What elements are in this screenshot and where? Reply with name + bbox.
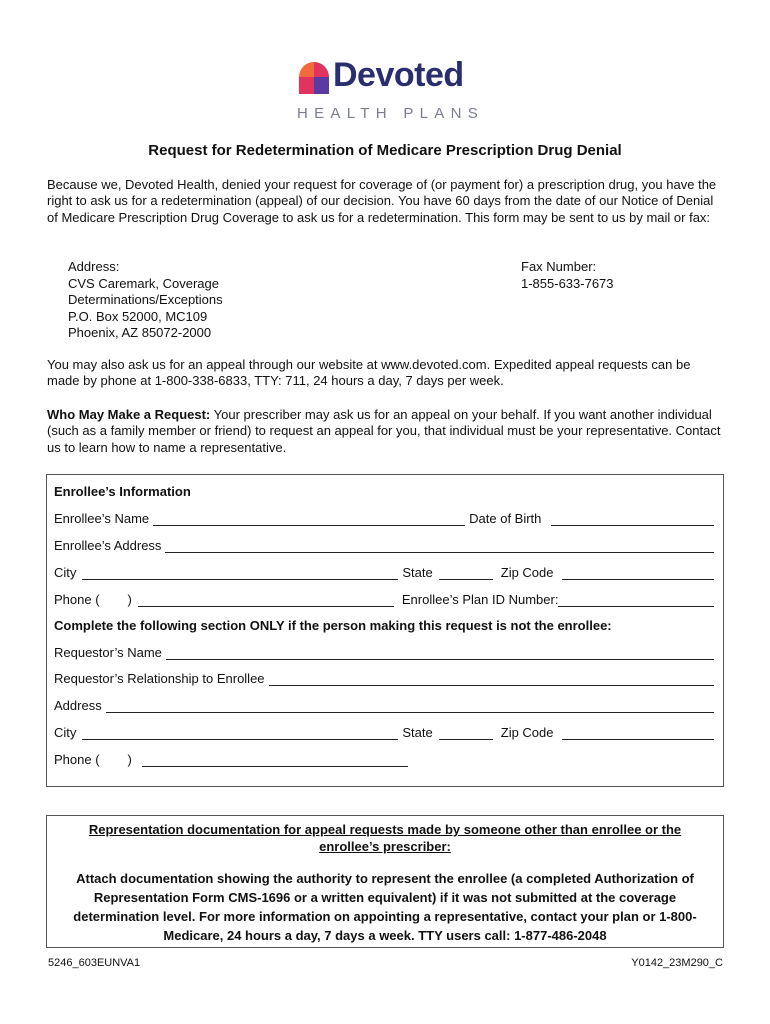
logo-wordmark: Devoted [333, 56, 464, 94]
requestor-name-field[interactable] [166, 647, 714, 660]
address-line-3: P.O. Box 52000, MC109 [68, 308, 208, 324]
plan-id-label: Enrollee’s Plan ID Number: [401, 592, 559, 607]
enrollee-city-row [54, 565, 714, 580]
appeal-paragraph: You may also ask us for an appeal through our website at www.devoted.com. Expedited appeal requests can be made by phone at 1-800-338-6833, TTY: 711, 24 hours a day, 7 days per week. [47, 357, 691, 389]
requestor-city-label: City [54, 725, 77, 740]
enrollee-name-row [54, 511, 714, 526]
requestor-phone-label: Phone ( [54, 752, 100, 767]
zip-label: Zip Code [500, 565, 554, 580]
requestor-phone-field[interactable] [142, 754, 408, 767]
city-label: City [54, 565, 77, 580]
zip-field[interactable] [562, 567, 715, 580]
devoted-logo-icon [297, 60, 331, 96]
footer-form-code: 5246_603EUNVA1 [48, 957, 141, 969]
enrollee-name-field[interactable] [153, 513, 465, 526]
plan-id-field[interactable] [558, 594, 714, 607]
requestor-city-field[interactable] [82, 727, 398, 740]
requestor-zip-field[interactable] [562, 727, 715, 740]
fax-label: Fax Number: [521, 259, 597, 274]
phone-label: Phone ( [54, 592, 100, 607]
city-field[interactable] [82, 567, 398, 580]
enrollee-address-row [54, 538, 714, 553]
address-label: Address: [68, 259, 120, 274]
page-title: Request for Redetermination of Medicare Prescription Drug Denial [148, 142, 622, 159]
requestor-phone-row [54, 752, 714, 767]
requestor-name-label: Requestor’s Name [54, 645, 162, 660]
who-may-request-paragraph [47, 407, 723, 456]
requestor-address-row [54, 698, 714, 713]
address-line-1: CVS Caremark, Coverage [68, 275, 219, 291]
state-label: State [402, 565, 433, 580]
who-text: Your prescriber may ask us for an appeal on your behalf. If you want another individual (such as a family member or friend) to request an appeal for you, that individual must be your representative. Contact us to learn how to name a representative. [47, 407, 721, 455]
requestor-address-field[interactable] [106, 700, 714, 713]
enrollee-section-title: Enrollee’s Information [54, 484, 191, 499]
requestor-name-row [54, 645, 714, 660]
address-line-2: Determinations/Exceptions [68, 292, 223, 307]
enrollee-phone-row [54, 592, 714, 607]
enrollee-address-label: Enrollee’s Address [54, 538, 162, 553]
phone-close-paren: ) [127, 592, 132, 607]
who-label: Who May Make a Request: [47, 407, 211, 422]
dob-field[interactable] [551, 513, 714, 526]
state-field[interactable] [439, 567, 493, 580]
requestor-state-label: State [402, 725, 433, 740]
address-line-4: Phoenix, AZ 85072-2000 [68, 325, 212, 340]
intro-paragraph: Because we, Devoted Health, denied your request for coverage of (or payment for) a prescription drug, you have the right to ask us for a redetermination (appeal) of our decision. You have 60 days from the date of our Notice of Denial of Medicare Prescription Drug Coverage to ask us for a redetermination. This form may be sent to us by mail or fax: [47, 177, 717, 225]
relationship-field[interactable] [269, 673, 714, 686]
requestor-phone-close-paren: ) [127, 752, 132, 767]
representation-heading: Representation documentation for appeal requests made by someone other than enrollee or the enrollee’s prescriber: [88, 822, 682, 854]
requestor-city-row [54, 725, 714, 740]
dob-label: Date of Birth [469, 511, 542, 526]
devoted-logo [297, 58, 487, 124]
representation-box [46, 815, 724, 948]
requestor-section-note: Complete the following section ONLY if the person making this request is not the enrollee: [54, 618, 612, 633]
logo-subtitle: HEALTH PLANS [297, 105, 485, 122]
enrollee-address-field[interactable] [165, 540, 714, 553]
requestor-address-label: Address [54, 698, 102, 713]
relationship-label: Requestor’s Relationship to Enrollee [54, 671, 265, 686]
representation-body: Attach documentation showing the authority to represent the enrollee (a completed Authorization of Representation Form CMS-1696 or a written equivalent) if it was not submitted at the coverage determination level. For more information on appointing a representative, contact your plan or 1-800-Medicare, 24 hours a day, 7 days a week. TTY users call: 1-877-486-2048 [73, 871, 697, 943]
fax-info [521, 259, 614, 292]
enrollee-name-label: Enrollee’s Name [54, 511, 150, 526]
phone-field[interactable] [138, 594, 394, 607]
footer-plan-code: Y0142_23M290_C [631, 957, 723, 969]
enrollee-information-form [46, 474, 724, 787]
relationship-row [54, 671, 714, 686]
fax-number: 1-855-633-7673 [521, 275, 614, 291]
requestor-zip-label: Zip Code [500, 725, 554, 740]
requestor-state-field[interactable] [439, 727, 493, 740]
mailing-address [68, 259, 223, 342]
